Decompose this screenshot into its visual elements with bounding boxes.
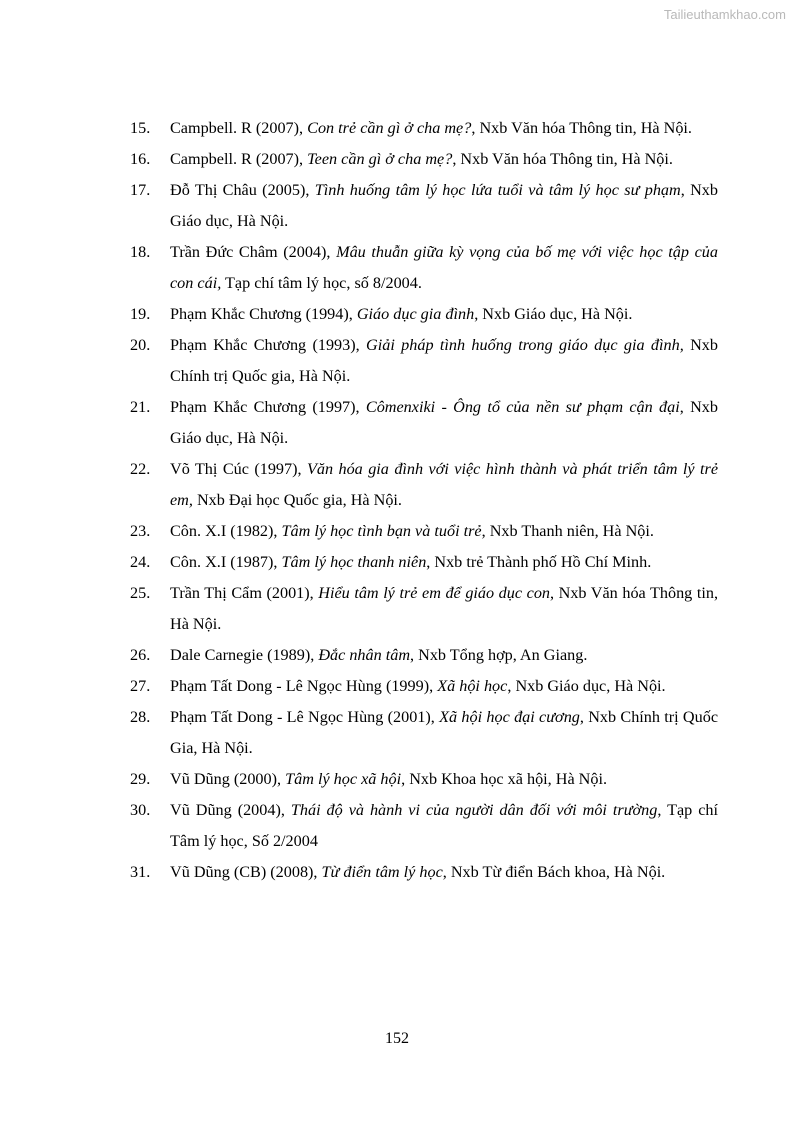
reference-publisher: , Nxb Chính trị Quốc Gia, Hà Nội. — [170, 708, 718, 757]
reference-item — [130, 144, 718, 175]
reference-title: Xã hội học đại cương — [439, 708, 580, 726]
reference-title: Xã hội học — [437, 677, 508, 695]
reference-title: Tâm lý học thanh niên — [281, 553, 427, 571]
reference-number: 22. — [130, 460, 151, 478]
reference-item — [130, 113, 718, 144]
reference-publisher: Nxb Đại học Quốc gia, Hà Nội. — [192, 491, 402, 509]
reference-number: 30. — [130, 801, 151, 819]
reference-publisher: , Nxb Từ điển Bách khoa, Hà Nội. — [442, 863, 666, 881]
reference-item — [130, 671, 718, 702]
reference-title: Tâm lý học tình bạn và tuổi trẻ — [281, 522, 482, 540]
watermark-text: Tailieuthamkhao.com — [663, 7, 786, 22]
reference-number: 19. — [130, 305, 151, 323]
reference-author: Trần Thị Cẩm (2001), — [170, 584, 319, 602]
reference-publisher: , Nxb Tổng hợp, An Giang. — [410, 646, 588, 664]
reference-publisher: , Nxb Giáo dục, Hà Nội. — [170, 181, 718, 230]
reference-item — [130, 299, 718, 330]
reference-author: Phạm Tất Dong - Lê Ngọc Hùng (2001), — [170, 708, 440, 726]
reference-title: Mâu thuẫn giữa kỳ vọng của bố mẹ với việc học tập của con cái, — [170, 243, 718, 292]
reference-publisher: , Tạp chí Tâm lý học, Số 2/2004 — [170, 801, 719, 850]
reference-publisher: , Nxb Văn hóa Thông tin, Hà Nội. — [452, 150, 673, 168]
reference-item — [130, 547, 718, 578]
reference-publisher: , Nxb Giáo dục, Hà Nội. — [170, 398, 718, 447]
reference-title: Thái độ và hành vi của người dân đối với môi trường — [290, 801, 658, 819]
reference-number: 24. — [130, 553, 151, 571]
page-number: 152 — [385, 1030, 409, 1047]
reference-author: Côn. X.I (1982), — [170, 522, 282, 540]
reference-publisher: , Nxb Văn hóa Thông tin, Hà Nội. — [170, 584, 718, 633]
reference-title: Tâm lý học xã hội — [285, 770, 402, 788]
reference-number: 29. — [130, 770, 151, 788]
reference-number: 28. — [130, 708, 151, 726]
reference-item — [130, 454, 718, 516]
reference-author: Vũ Dũng (2000), — [170, 770, 286, 788]
reference-publisher: , Nxb Giáo dục, Hà Nội. — [507, 677, 666, 695]
reference-item — [130, 764, 718, 795]
reference-title: Đắc nhân tâm — [318, 646, 411, 664]
reference-publisher: , Nxb Thanh niên, Hà Nội. — [481, 522, 654, 540]
reference-item — [130, 857, 718, 888]
reference-item — [130, 516, 718, 547]
reference-number: 25. — [130, 584, 151, 602]
reference-title: Tình huống tâm lý học lứa tuổi và tâm lý học sư phạm — [314, 181, 681, 199]
reference-publisher: , Nxb Văn hóa Thông tin, Hà Nội. — [471, 119, 692, 137]
reference-author: Phạm Khắc Chương (1997), — [170, 398, 366, 416]
reference-publisher: , Nxb Khoa học xã hội, Hà Nội. — [401, 770, 608, 788]
reference-author: Campbell. R (2007), — [170, 150, 308, 168]
reference-item — [130, 702, 718, 764]
reference-item — [130, 237, 718, 299]
reference-author: Trần Đức Châm (2004), — [170, 243, 337, 261]
reference-item — [130, 640, 718, 671]
reference-author: Vũ Dũng (2004), — [170, 801, 291, 819]
reference-author: Phạm Tất Dong - Lê Ngọc Hùng (1999), — [170, 677, 438, 695]
reference-publisher: Tạp chí tâm lý học, số 8/2004. — [221, 274, 422, 292]
reference-number: 27. — [130, 677, 151, 695]
reference-number: 21. — [130, 398, 151, 416]
reference-title: Con trẻ cần gì ở cha mẹ? — [307, 119, 472, 137]
reference-number: 17. — [130, 181, 151, 199]
reference-number: 15. — [130, 119, 151, 137]
reference-item — [130, 392, 718, 454]
reference-publisher: , Nxb Giáo dục, Hà Nội. — [474, 305, 633, 323]
reference-title: Hiểu tâm lý trẻ em để giáo dục con — [318, 584, 551, 602]
reference-title: Teen cần gì ở cha mẹ? — [307, 150, 453, 168]
reference-number: 26. — [130, 646, 151, 664]
reference-number: 20. — [130, 336, 151, 354]
reference-author: Dale Carnegie (1989), — [170, 646, 319, 664]
reference-number: 16. — [130, 150, 151, 168]
reference-author: Võ Thị Cúc (1997), — [170, 460, 307, 478]
reference-title: Cômenxiki - Ông tổ của nền sư phạm cận đại — [365, 398, 680, 416]
reference-list — [130, 113, 718, 888]
reference-number: 23. — [130, 522, 151, 540]
reference-title: Giải pháp tình huống trong giáo dục gia đình, — [366, 336, 684, 354]
reference-author: Đỗ Thị Châu (2005), — [170, 181, 315, 199]
reference-number: 18. — [130, 243, 151, 261]
reference-author: Campbell. R (2007), — [170, 119, 308, 137]
reference-author: Phạm Khắc Chương (1993), — [170, 336, 367, 354]
reference-item — [130, 330, 718, 392]
reference-author: Côn. X.I (1987), — [170, 553, 282, 571]
reference-item — [130, 578, 718, 640]
reference-item — [130, 795, 718, 857]
reference-item — [130, 175, 718, 237]
reference-publisher: , Nxb trẻ Thành phố Hồ Chí Minh. — [426, 553, 652, 571]
reference-title: Văn hóa gia đình với việc hình thành và phát triển tâm lý trẻ em, — [170, 460, 719, 509]
reference-title: Từ điển tâm lý học — [321, 863, 443, 881]
reference-title: Giáo dục gia đình — [356, 305, 475, 323]
reference-author: Phạm Khắc Chương (1994), — [170, 305, 357, 323]
reference-number: 31. — [130, 863, 151, 881]
reference-publisher: Nxb Chính trị Quốc gia, Hà Nội. — [170, 336, 718, 385]
reference-author: Vũ Dũng (CB) (2008), — [170, 863, 322, 881]
